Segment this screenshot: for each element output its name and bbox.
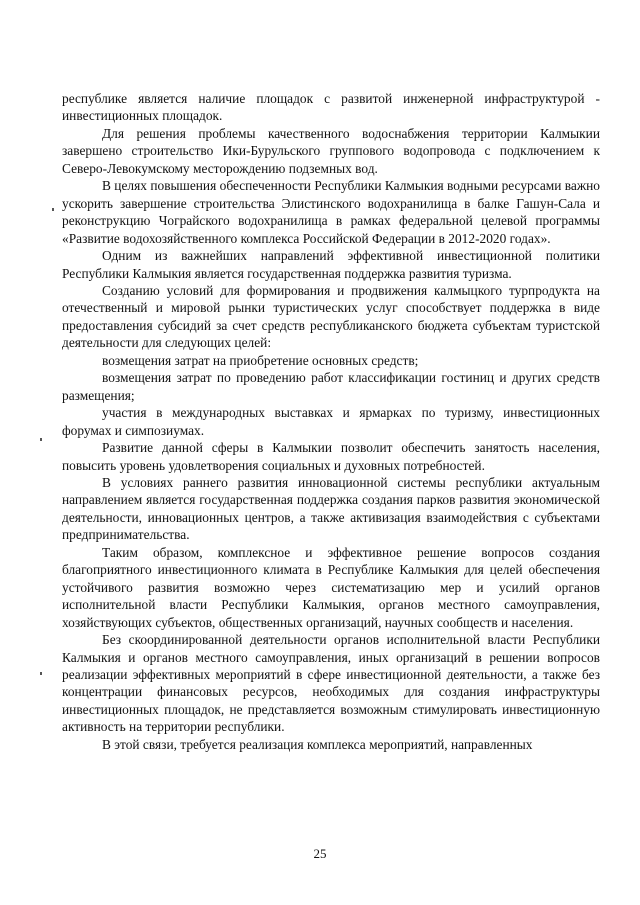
paragraph: В этой связи, требуется реализация комплекса мероприятий, направленных — [102, 736, 533, 752]
paragraph: Одним из важнейших направлений эффективной инвестиционной политики Республики Калмыкия является государственная поддержка развития туризма. — [62, 248, 600, 281]
paragraph: Без скоординированной деятельности органов исполнительной власти Республики Калмыкия и органов местного самоуправления, иных организаций в решении вопросов реализации эффективных мероприятий в сфере инвестиционной деятельности, а также без концентрации финансовых ресурсов, необходимых для создания инфраструктуры инвестиционных площадок, не представляется возможным стимулировать инвестиционную активность на территории республики. — [62, 632, 600, 735]
scan-mark — [40, 438, 42, 441]
page-number: 25 — [313, 846, 327, 861]
paragraph: В условиях раннего развития инновационной системы республики актуальным направлением является государственная поддержка создания парков развития экономической деятельности, инновационных центров, а также активизация взаимодействия с субъектами предпринимательства. — [62, 474, 600, 543]
scan-mark — [40, 672, 42, 675]
paragraph: Развитие данной сферы в Калмыкии позволит обеспечить занятость населения, повысить уровень удовлетворения социальных и духовных потребностей. — [62, 440, 600, 473]
paragraph: Созданию условий для формирования и продвижения калмыцкого турпродукта на отечественный и мировой рынки туристических услуг способствует поддержка в виде предоставления субсидий за счет средств республиканского бюджета субъектам туристской деятельности для следующих целей: — [62, 282, 600, 351]
body-text — [62, 90, 600, 753]
paragraph: республике является наличие площадок с развитой инженерной инфраструктурой - инвестиционных площадок. — [62, 91, 600, 124]
list-item: возмещения затрат по проведению работ классификации гостиниц и других средств размещения; — [62, 370, 600, 403]
paragraph: Таким образом, комплексное и эффективное решение вопросов создания благоприятного инвестиционного климата в Республике Калмыкия для целей обеспечения устойчивого развития возможно через систематизацию мер и усилий органов исполнительной власти Республики Калмыкия, органов местного самоуправления, хозяйствующих субъектов, общественных организаций, научных сообществ и населения. — [62, 544, 600, 630]
paragraph: Для решения проблемы качественного водоснабжения территории Калмыкии завершено строительство Ики-Бурульского группового водопровода с подключением к Северо-Левокумскому месторождению подземных вод. — [62, 125, 600, 176]
paragraph: В целях повышения обеспеченности Республики Калмыкия водными ресурсами важно ускорить завершение строительства Элистинского водохранилища в балке Гашун-Сала и реконструкцию Чограйского водохранилища в рамках федеральной целевой программы «Развитие водохозяйственного комплекса Российской Федерации в 2012-2020 годах». — [62, 178, 600, 246]
scan-mark — [52, 208, 54, 211]
list-item: участия в международных выставках и ярмарках по туризму, инвестиционных форумах и симпозиумах. — [62, 405, 600, 438]
list-item: возмещения затрат на приобретение основных средств; — [102, 352, 419, 368]
